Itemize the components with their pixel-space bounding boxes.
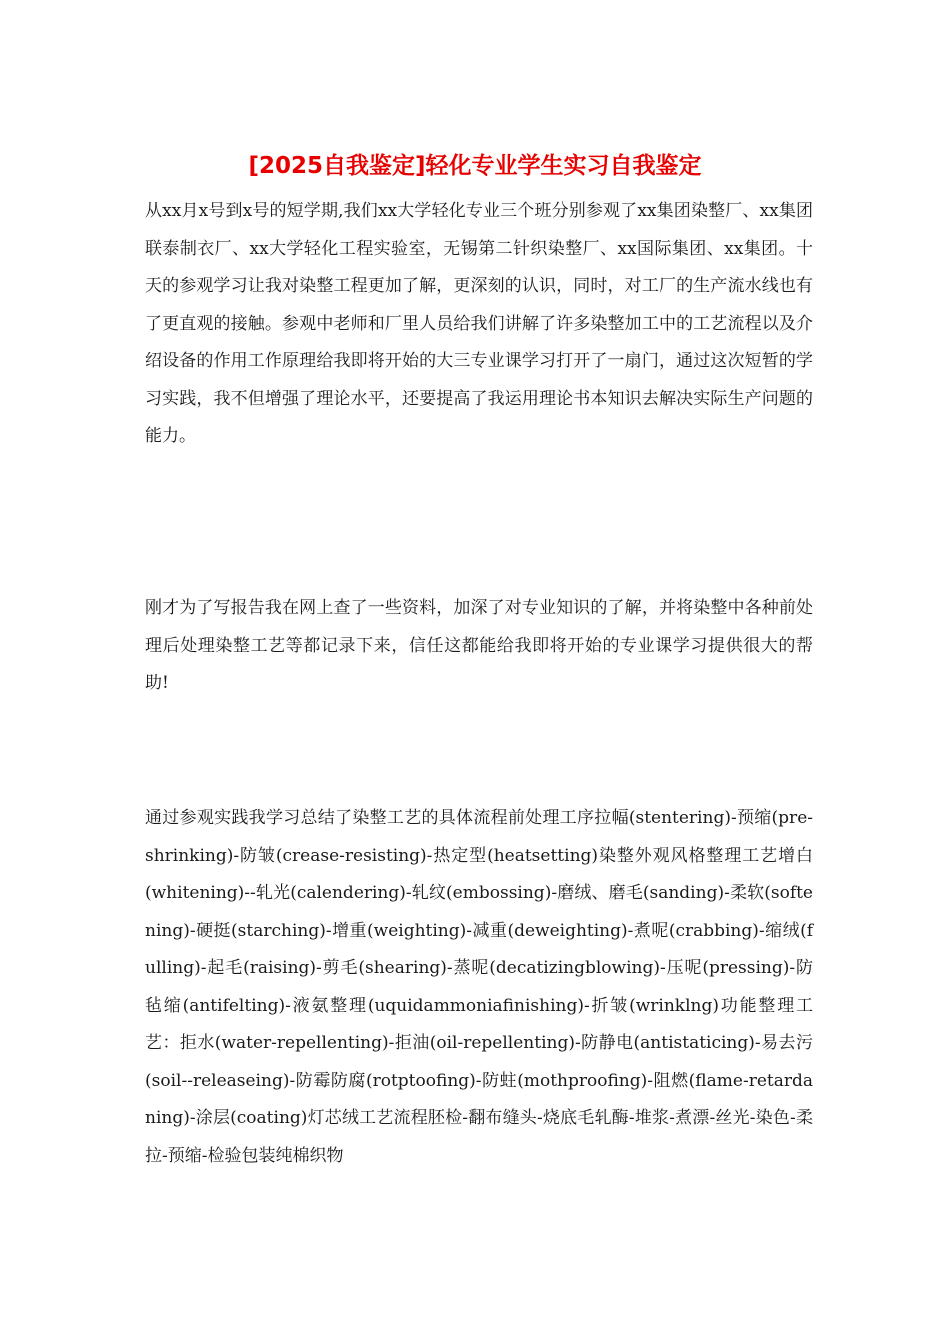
document-title: [2025自我鉴定]轻化专业学生实习自我鉴定 (248, 153, 702, 179)
paragraph-report: 刚才为了写报告我在网上查了一些资料，加深了对专业知识的了解，并将染整中各种前处理后处理染整工艺等都记录下来，信任这都能给我即将开始的专业课学习提供很大的帮助! (145, 598, 813, 693)
paragraph-intro: 从xx月x号到x号的短学期,我们xx大学轻化专业三个班分别参观了xx集团染整厂、xx集团联泰制衣厂、xx大学轻化工程实验室，无锡第二针织染整厂、xx国际集团、xx集团。十天的参观学习让我对染整工程更加了解，更深刻的认识，同时，对工厂的生产流水线也有了更直观的接触。参观中老师和厂里人员给我们讲解了许多染整加工中的工艺流程以及介绍设备的作用工作原理给我即将开始的大三专业课学习打开了一扇门，通过这次短暂的学习实践，我不但增强了理论水平，还要提高了我运用理论书本知识去解决实际生产问题的能力。 (145, 201, 813, 446)
paragraph-process: 通过参观实践我学习总结了染整工艺的具体流程前处理工序拉幅(stentering)-预缩(pre-shrinking)-防皱(crease-resisting)-热定型(heatsetting)染整外观风格整理工艺增白(whitening)--轧光(calendering)-轧纹(embossing)-磨绒、磨毛(sanding)-柔软(softening)-硬挺(starching)-增重(weighting)-减重(deweighting)-煮呢(crabbing)-缩绒(fulling)-起毛(raising)-剪毛(shearing)-蒸呢(decatizingblowing)-压呢(pressing)-防毡缩(antifelting)-液氨整理(uquidammoniafinishing)-折皱(wrinklng)功能整理工艺：拒水(water-repellenting)-拒油(oil-repellenting)-防静电(antistaticing)-易去污(soil--releaseing)-防霉防腐(rotptoofing)-防蛀(mothproofing)-阻燃(flame-retardaning)-涂层(coating)灯芯绒工艺流程胚检-翻布缝头-烧底毛轧酶-堆浆-煮漂-丝光-染色-柔拉-预缩-检验包装纯棉织物 (145, 808, 813, 1166)
